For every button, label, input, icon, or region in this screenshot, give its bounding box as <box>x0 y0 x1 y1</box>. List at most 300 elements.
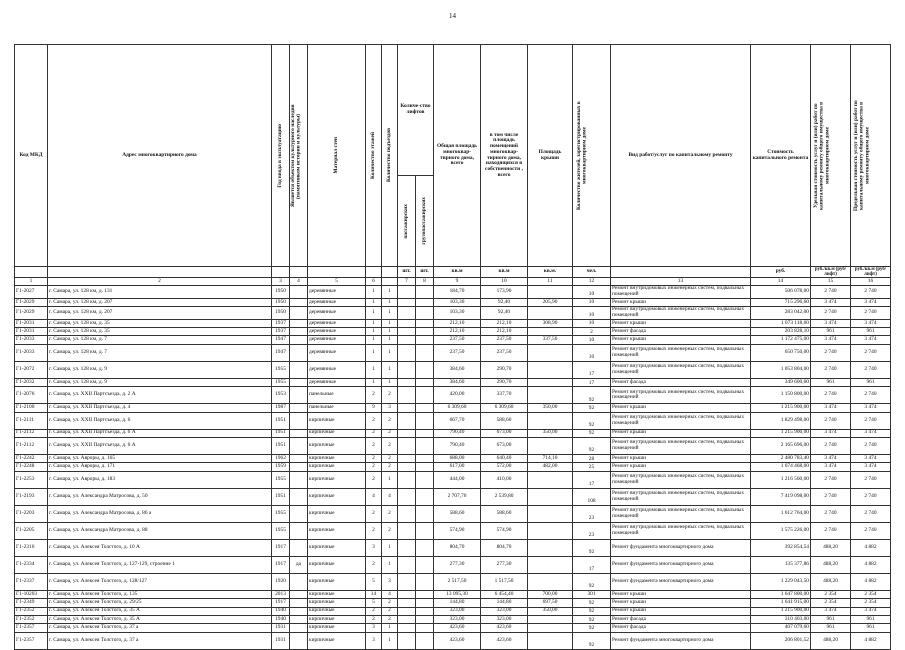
cell-cost: 1 215 900,00 <box>751 404 811 412</box>
cell-work: Ремонт фундамента многоквартирного дома <box>611 632 751 649</box>
cell-fl: 1 <box>366 344 382 361</box>
unit-cell <box>611 267 751 278</box>
cell-code: Г1-2029 <box>15 298 48 306</box>
cell-roof: 350,00 <box>528 429 573 437</box>
table-row <box>15 344 891 361</box>
cell-year: 1950 <box>272 286 290 299</box>
page-number: 14 <box>449 12 456 20</box>
cell-year: 1940 <box>272 607 290 615</box>
cell-fl: 3 <box>366 539 382 556</box>
cell-work: Ремонт внутридомовых инженерных систем, подвальных помещений <box>611 387 751 404</box>
cell-pas <box>398 336 416 344</box>
cell-fl: 1 <box>366 307 382 320</box>
cell-year: 1917 <box>272 556 290 573</box>
header-max-cost: Предельная стоимость услуг и (или) работ по капитальному ремонту общего имущества в многоквартирном доме <box>851 45 891 267</box>
cell-addr: г. Самара, ул. 128 км, д. 7 <box>48 344 272 361</box>
cell-wall: кирпичные <box>308 599 366 607</box>
cell-tot: 790,40 <box>434 429 481 437</box>
cell-own: 290,70 <box>481 361 528 378</box>
cell-cgo <box>416 505 434 522</box>
cell-max: 2 740 <box>851 387 891 404</box>
cell-pas <box>398 429 416 437</box>
cell-unit: 961 <box>811 328 851 336</box>
cell-addr: г. Самара, ул. XXII Партсъезда, д. 6 А <box>48 437 272 454</box>
cell-ent: 1 <box>382 336 398 344</box>
cell-cgo <box>416 632 434 649</box>
cell-tot: 13 095,30 <box>434 590 481 598</box>
cell-her <box>290 286 308 299</box>
cell-max: 3 474 <box>851 607 891 615</box>
column-number-cell: 15 <box>811 278 851 286</box>
header-walls: Материал стен <box>308 45 366 267</box>
cell-res: 23 <box>573 522 611 539</box>
cell-own: 423,60 <box>481 632 528 649</box>
cell-res: 17 <box>573 378 611 386</box>
header-elevators-cargo: грузопассажирских <box>416 176 434 267</box>
cell-her <box>290 539 308 556</box>
cell-work: Ремонт внутридомовых инженерных систем, подвальных помещений <box>611 522 751 539</box>
cell-pas <box>398 298 416 306</box>
column-number-cell: 10 <box>481 278 528 286</box>
cell-year: 1937 <box>272 319 290 327</box>
cell-cost: 7 419 098,00 <box>751 488 811 505</box>
cell-year: 1940 <box>272 615 290 623</box>
cell-max: 2 740 <box>851 361 891 378</box>
cell-max: 2 740 <box>851 522 891 539</box>
table-row <box>15 607 891 615</box>
header-year: Год ввода в эксплуатацию <box>272 45 290 267</box>
cell-fl: 2 <box>366 412 382 429</box>
cell-pas <box>398 539 416 556</box>
cell-res: 17 <box>573 556 611 573</box>
cell-ent: 3 <box>382 404 398 412</box>
cell-cost: 206 801,52 <box>751 632 811 649</box>
cell-unit: 2 740 <box>811 412 851 429</box>
cell-roof <box>528 522 573 539</box>
table-row <box>15 336 891 344</box>
cell-work: Ремонт крыши <box>611 336 751 344</box>
cell-fl: 3 <box>366 624 382 632</box>
cell-work: Ремонт крыши <box>611 590 751 598</box>
cell-cgo <box>416 307 434 320</box>
cell-roof <box>528 437 573 454</box>
cell-ent: 1 <box>382 539 398 556</box>
table-row <box>15 599 891 607</box>
cell-roof <box>528 471 573 488</box>
cell-roof <box>528 286 573 299</box>
cell-cost: 1 073 118,60 <box>751 319 811 327</box>
unit-cell: шт. <box>398 267 416 278</box>
cell-unit: 2 740 <box>811 471 851 488</box>
cell-wall: деревянные <box>308 328 366 336</box>
cell-fl: 1 <box>366 328 382 336</box>
cell-code: Г1-2112 <box>15 437 48 454</box>
cell-tot: 804,70 <box>434 539 481 556</box>
cell-roof: 714,10 <box>528 454 573 462</box>
cell-own: 277,30 <box>481 556 528 573</box>
cell-cost: 2 165 696,00 <box>751 437 811 454</box>
cell-wall: кирпичные <box>308 412 366 429</box>
cell-res: 10 <box>573 336 611 344</box>
cell-cgo <box>416 522 434 539</box>
cell-unit: 488,20 <box>811 573 851 590</box>
unit-cell <box>272 267 290 278</box>
cell-her <box>290 454 308 462</box>
cell-fl: 3 <box>366 632 382 649</box>
cell-roof: 697,50 <box>528 599 573 607</box>
cell-cgo <box>416 378 434 386</box>
cell-own: 144,80 <box>481 599 528 607</box>
cell-code: Г1-2349 <box>15 599 48 607</box>
cell-work: Ремонт крыши <box>611 404 751 412</box>
cell-own: 673,00 <box>481 429 528 437</box>
cell-own: 410,00 <box>481 471 528 488</box>
cell-ent: 1 <box>382 632 398 649</box>
cell-code: Г1-2111 <box>15 412 48 429</box>
cell-work: Ремонт фасада <box>611 624 751 632</box>
cell-res: 92 <box>573 404 611 412</box>
cell-own: 290,70 <box>481 378 528 386</box>
cell-res: 92 <box>573 539 611 556</box>
header-address: Адрес многоквартирного дома <box>48 45 272 267</box>
cell-fl: 2 <box>366 505 382 522</box>
cell-unit: 488,20 <box>811 539 851 556</box>
cell-roof <box>528 328 573 336</box>
unit-cell <box>48 267 272 278</box>
cell-tot: 6 309,60 <box>434 404 481 412</box>
unit-cell: кв.м. <box>528 267 573 278</box>
cell-cost: 2 480 783,40 <box>751 454 811 462</box>
cell-work: Ремонт крыши <box>611 454 751 462</box>
cell-cgo <box>416 607 434 615</box>
cell-tot: 423,60 <box>434 624 481 632</box>
cell-work: Ремонт фасада <box>611 615 751 623</box>
cell-code: Г1-2203 <box>15 505 48 522</box>
cell-her <box>290 463 308 471</box>
cell-own: 323,00 <box>481 615 528 623</box>
cell-work: Ремонт фасада <box>611 378 751 386</box>
cell-max: 961 <box>851 615 891 623</box>
cell-code: Г1-2337 <box>15 573 48 590</box>
cell-res: 92 <box>573 615 611 623</box>
header-elevators-passenger: пассажирских <box>398 176 416 267</box>
cell-code: Г1-2031 <box>15 328 48 336</box>
cell-pas <box>398 319 416 327</box>
cell-roof <box>528 344 573 361</box>
cell-addr: г. Самара, ул. 128 км, д. 131 <box>48 286 272 299</box>
cell-code: Г1-2100 <box>15 404 48 412</box>
cell-pas <box>398 471 416 488</box>
header-elevators: Количе-ство лифтов <box>398 45 434 176</box>
cell-cgo <box>416 488 434 505</box>
cell-roof <box>528 615 573 623</box>
column-number-cell: 11 <box>528 278 573 286</box>
table-row <box>15 286 891 299</box>
table-row <box>15 307 891 320</box>
cell-cost: 203 828,10 <box>751 328 811 336</box>
cell-her <box>290 328 308 336</box>
cell-fl: 1 <box>366 336 382 344</box>
cell-ent: 1 <box>382 378 398 386</box>
cell-unit: 2 740 <box>811 361 851 378</box>
cell-cost: 392 854,54 <box>751 539 811 556</box>
cell-tot: 144,80 <box>434 599 481 607</box>
cell-own: 212,10 <box>481 319 528 327</box>
cell-pas <box>398 437 416 454</box>
cell-ent: 1 <box>382 624 398 632</box>
cell-work: Ремонт крыши <box>611 463 751 471</box>
cell-her <box>290 412 308 429</box>
unit-cell: кв.м <box>481 267 528 278</box>
cell-roof <box>528 387 573 404</box>
cell-res: 92 <box>573 387 611 404</box>
column-number-cell: 9 <box>434 278 481 286</box>
cell-res: 28 <box>573 454 611 462</box>
cell-work: Ремонт внутридомовых инженерных систем, подвальных помещений <box>611 505 751 522</box>
cell-max: 4 882 <box>851 556 891 573</box>
cell-code: Г1-2029 <box>15 307 48 320</box>
cell-year: 1937 <box>272 328 290 336</box>
unit-cell <box>290 267 308 278</box>
cell-ent: 2 <box>382 599 398 607</box>
table-row <box>15 319 891 327</box>
cell-max: 3 474 <box>851 404 891 412</box>
column-number-cell <box>382 278 398 286</box>
cell-max: 2 740 <box>851 286 891 299</box>
cell-addr: г. Самара, ул. Алексея Толстого, д. 10 А <box>48 539 272 556</box>
table-row <box>15 615 891 623</box>
cell-her: да <box>290 556 308 573</box>
cell-her <box>290 573 308 590</box>
header-code: Код МКД <box>15 45 48 267</box>
cell-her <box>290 378 308 386</box>
cell-roof: 350,00 <box>528 404 573 412</box>
cell-addr: г. Самара, ул. Алексея Толстого, д. 35 А <box>48 607 272 615</box>
unit-cell: кв.м <box>434 267 481 278</box>
cell-work: Ремонт крыши <box>611 319 751 327</box>
cell-cgo <box>416 599 434 607</box>
cell-cost: 283 042,00 <box>751 307 811 320</box>
cell-roof <box>528 361 573 378</box>
cell-pas <box>398 361 416 378</box>
cell-tot: 323,00 <box>434 615 481 623</box>
cell-pas <box>398 463 416 471</box>
cell-max: 2 740 <box>851 505 891 522</box>
cell-fl: 2 <box>366 615 382 623</box>
cell-ent: 1 <box>382 556 398 573</box>
cell-unit: 961 <box>811 624 851 632</box>
cell-tot: 323,00 <box>434 607 481 615</box>
cell-fl: 2 <box>366 471 382 488</box>
cell-year: 1950 <box>272 298 290 306</box>
cell-unit: 3 474 <box>811 404 851 412</box>
cell-work: Ремонт фундамента многоквартирного дома <box>611 573 751 590</box>
cell-own: 2 539,80 <box>481 488 528 505</box>
cell-fl: 1 <box>366 361 382 378</box>
cell-ent: 1 <box>382 471 398 488</box>
cell-tot: 588,60 <box>434 505 481 522</box>
cell-cost: 506 078,00 <box>751 286 811 299</box>
cell-her <box>290 615 308 623</box>
cell-work: Ремонт внутридомовых инженерных систем, подвальных помещений <box>611 412 751 429</box>
cell-wall: деревянные <box>308 344 366 361</box>
cell-code: Г1-2112 <box>15 429 48 437</box>
cell-fl: 1 <box>366 286 382 299</box>
table-row <box>15 505 891 522</box>
cell-code: Г1-2193 <box>15 488 48 505</box>
cell-own: 572,00 <box>481 463 528 471</box>
cell-pas <box>398 344 416 361</box>
unit-cell: руб./кв.м (руб/лифт) <box>811 267 851 278</box>
cell-her <box>290 505 308 522</box>
cell-her <box>290 404 308 412</box>
cell-res: 10 <box>573 319 611 327</box>
cell-max: 4 882 <box>851 573 891 590</box>
cell-res: 10 <box>573 307 611 320</box>
cell-unit: 2 740 <box>811 344 851 361</box>
unit-cell: шт. <box>416 267 434 278</box>
cell-her <box>290 599 308 607</box>
cell-cost: 1 229 043,50 <box>751 573 811 590</box>
cell-year: 1962 <box>272 454 290 462</box>
cell-pas <box>398 556 416 573</box>
cell-year: 1955 <box>272 361 290 378</box>
header-entrances: Количество подъездов <box>382 45 398 267</box>
cell-work: Ремонт внутридомовых инженерных систем, подвальных помещений <box>611 437 751 454</box>
cell-pas <box>398 599 416 607</box>
header-cost: Стоимость капитального ремонта <box>751 45 811 267</box>
cell-own: 173,90 <box>481 286 528 299</box>
cell-cgo <box>416 437 434 454</box>
header-residents: Количество жителей, зарегистрированных в многоквартирном доме <box>573 45 611 267</box>
table-body <box>15 286 891 650</box>
cell-tot: 423,60 <box>434 632 481 649</box>
unit-cell <box>15 267 48 278</box>
cell-max: 961 <box>851 624 891 632</box>
cell-pas <box>398 488 416 505</box>
cell-her <box>290 590 308 598</box>
cell-her <box>290 387 308 404</box>
cell-unit: 3 474 <box>811 429 851 437</box>
header-work: Вид работ/услуг по капитальному ремонту <box>611 45 751 267</box>
cell-work: Ремонт внутридомовых инженерных систем, подвальных помещений <box>611 471 751 488</box>
cell-work: Ремонт внутридомовых инженерных систем, подвальных помещений <box>611 488 751 505</box>
cell-code: Г1-2357 <box>15 632 48 649</box>
cell-tot: 103,30 <box>434 298 481 306</box>
cell-roof: 205,90 <box>528 298 573 306</box>
cell-cost: 1 053 804,00 <box>751 361 811 378</box>
cell-work: Ремонт внутридомовых инженерных систем, подвальных помещений <box>611 307 751 320</box>
cell-res: 301 <box>573 590 611 598</box>
header-floors: Количество этажей <box>366 45 382 267</box>
cell-pas <box>398 328 416 336</box>
cell-tot: 384,60 <box>434 378 481 386</box>
cell-addr: г. Самара, ул. Алексея Толстого, д. 29/25 <box>48 599 272 607</box>
table-row <box>15 429 891 437</box>
capital-repair-table <box>14 44 891 650</box>
cell-pas <box>398 505 416 522</box>
table-row <box>15 522 891 539</box>
cell-addr: г. Самара, ул. Александра Матросова, д. 88 <box>48 522 272 539</box>
column-number-cell: 5 <box>308 278 366 286</box>
cell-addr: г. Самара, ул. 128 км, д. 35 <box>48 328 272 336</box>
cell-unit: 2 354 <box>811 590 851 598</box>
cell-her <box>290 429 308 437</box>
cell-own: 6 454,40 <box>481 590 528 598</box>
cell-roof: 308,90 <box>528 319 573 327</box>
cell-res: 17 <box>573 361 611 378</box>
cell-cgo <box>416 463 434 471</box>
cell-cost: 1 647 800,00 <box>751 590 811 598</box>
cell-own: 212,10 <box>481 328 528 336</box>
table-row <box>15 404 891 412</box>
unit-cell <box>308 267 366 278</box>
cell-year: 2013 <box>272 590 290 598</box>
cell-her <box>290 632 308 649</box>
column-number-cell: 14 <box>751 278 811 286</box>
cell-unit: 488,20 <box>811 632 851 649</box>
cell-tot: 212,10 <box>434 319 481 327</box>
cell-unit: 961 <box>811 615 851 623</box>
cell-tot: 277,30 <box>434 556 481 573</box>
cell-own: 640,40 <box>481 454 528 462</box>
cell-unit: 3 474 <box>811 607 851 615</box>
cell-year: 1987 <box>272 404 290 412</box>
cell-addr: г. Самара, ул. 128 км, д. 9 <box>48 378 272 386</box>
column-numbers-row <box>15 278 891 286</box>
cell-roof <box>528 632 573 649</box>
cell-cost: 349 600,60 <box>751 378 811 386</box>
cell-ent: 2 <box>382 505 398 522</box>
cell-code: Г1-10203 <box>15 590 48 598</box>
cell-pas <box>398 387 416 404</box>
header-heritage: Является объектом культурного наследия (памятником истории и культуры) <box>290 45 308 267</box>
cell-cgo <box>416 412 434 429</box>
cell-code: Г1-2316 <box>15 539 48 556</box>
cell-ent: 4 <box>382 488 398 505</box>
table-row <box>15 412 891 429</box>
cell-res: 17 <box>573 471 611 488</box>
cell-cost: 650 750,00 <box>751 344 811 361</box>
cell-pas <box>398 454 416 462</box>
table-row <box>15 632 891 649</box>
cell-max: 4 882 <box>851 632 891 649</box>
cell-code: Г1-2352 <box>15 607 48 615</box>
column-number-cell: 16 <box>851 278 891 286</box>
cell-addr: г. Самара, ул. Александра Матросова, д. 86 а <box>48 505 272 522</box>
cell-tot: 237,50 <box>434 344 481 361</box>
cell-addr: г. Самара, ул. XXII Партсъезда, д. 6 <box>48 412 272 429</box>
cell-res: 10 <box>573 286 611 299</box>
cell-ent: 2 <box>382 437 398 454</box>
cell-cgo <box>416 361 434 378</box>
cell-wall: кирпичные <box>308 556 366 573</box>
cell-res: 2 <box>573 328 611 336</box>
cell-roof <box>528 378 573 386</box>
cell-tot: 688,00 <box>434 454 481 462</box>
cell-wall: кирпичные <box>308 522 366 539</box>
cell-year: 1955 <box>272 471 290 488</box>
cell-cgo <box>416 298 434 306</box>
cell-cost: 715 296,60 <box>751 298 811 306</box>
cell-ent: 2 <box>382 454 398 462</box>
cell-code: Г1-2031 <box>15 319 48 327</box>
column-number-cell: 2 <box>48 278 272 286</box>
cell-cost: 1 612 764,00 <box>751 505 811 522</box>
cell-her <box>290 319 308 327</box>
cell-wall: кирпичные <box>308 615 366 623</box>
cell-pas <box>398 378 416 386</box>
